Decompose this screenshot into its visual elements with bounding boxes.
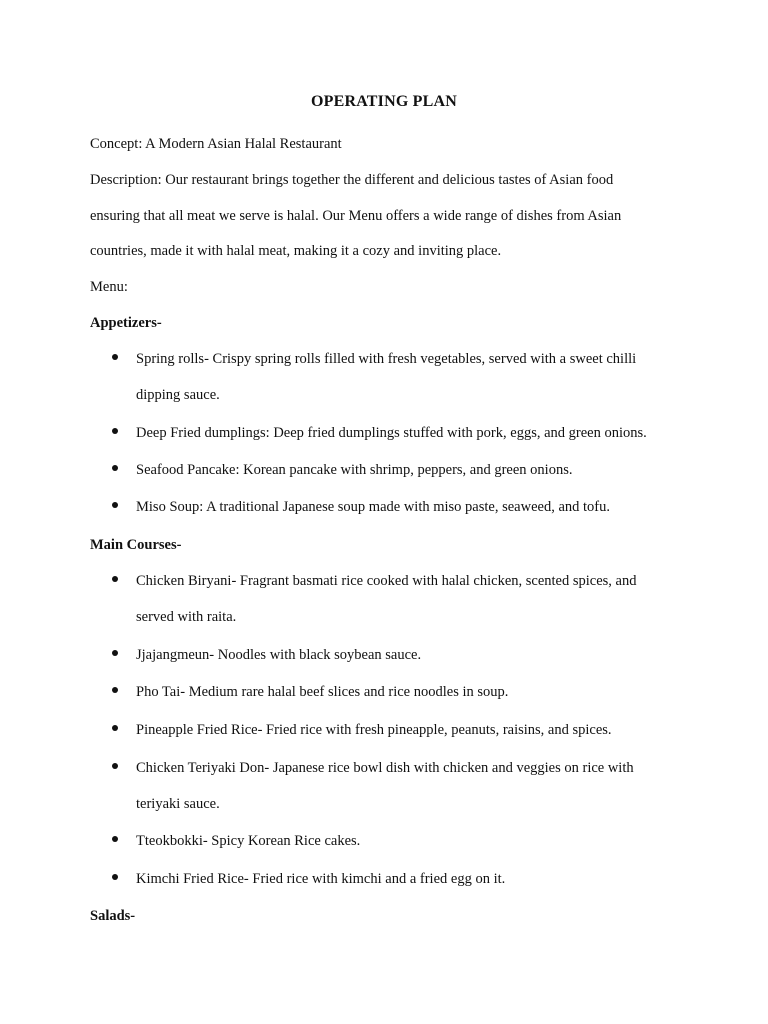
bullet-icon: [112, 502, 120, 510]
list-item: Kimchi Fried Rice- Fried rice with kimchi and a fried egg on it.: [136, 871, 506, 887]
list-item: Deep Fried dumplings: Deep fried dumplings stuffed with pork, eggs, and green onions.: [136, 425, 647, 441]
description-line-3: countries, made it with halal meat, making it a cozy and inviting place.: [90, 243, 502, 259]
bullet-icon: [112, 428, 120, 436]
list-item: Spring rolls- Crispy spring rolls filled with fresh vegetables, served with a sweet chilli: [136, 351, 637, 367]
description-line-1: Description: Our restaurant brings together the different and delicious tastes of Asian food: [90, 172, 614, 188]
bullet-icon: [112, 836, 120, 844]
bullet-icon: [112, 874, 120, 882]
list-item: Tteokbokki- Spicy Korean Rice cakes.: [136, 833, 361, 849]
list-item: Chicken Teriyaki Don- Japanese rice bowl dish with chicken and veggies on rice with: [136, 760, 634, 776]
list-item: Seafood Pancake: Korean pancake with shrimp, peppers, and green onions.: [136, 462, 573, 478]
appetizers-heading: Appetizers-: [90, 315, 162, 331]
list-item-continuation: served with raita.: [136, 609, 237, 625]
list-item-continuation: teriyaki sauce.: [136, 796, 220, 812]
bullet-icon: [112, 465, 120, 473]
bullet-icon: [112, 687, 120, 695]
bullet-icon: [112, 725, 120, 733]
list-item: Pho Tai- Medium rare halal beef slices and rice noodles in soup.: [136, 684, 509, 700]
menu-label: Menu:: [90, 279, 128, 295]
list-item: Chicken Biryani- Fragrant basmati rice cooked with halal chicken, scented spices, and: [136, 573, 637, 589]
bullet-icon: [112, 354, 120, 362]
bullet-icon: [112, 650, 120, 658]
list-item: Pineapple Fried Rice- Fried rice with fresh pineapple, peanuts, raisins, and spices.: [136, 722, 612, 738]
salads-heading: Salads-: [90, 908, 136, 924]
concept-line: Concept: A Modern Asian Halal Restaurant: [90, 136, 342, 152]
bullet-icon: [112, 576, 120, 584]
list-item: Jjajangmeun- Noodles with black soybean sauce.: [136, 647, 422, 663]
list-item: Miso Soup: A traditional Japanese soup made with miso paste, seaweed, and tofu.: [136, 499, 610, 515]
bullet-icon: [112, 763, 120, 771]
main-courses-heading: Main Courses-: [90, 537, 182, 553]
page-title: OPERATING PLAN: [310, 93, 458, 110]
description-line-2: ensuring that all meat we serve is halal. Our Menu offers a wide range of dishes from Asian: [90, 208, 622, 224]
list-item-continuation: dipping sauce.: [136, 387, 220, 403]
